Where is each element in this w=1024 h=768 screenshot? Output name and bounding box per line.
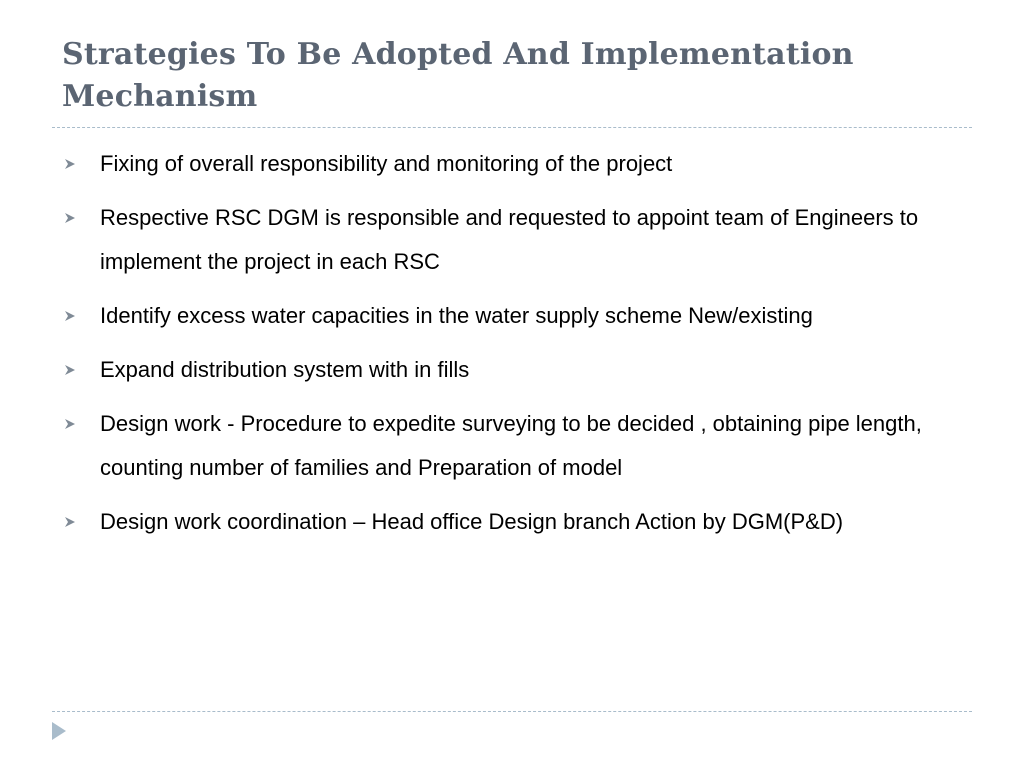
slide-title: Strategies To Be Adopted And Implementation Mechanism — [62, 37, 854, 114]
next-slide-arrow-icon[interactable] — [50, 720, 68, 742]
bullet-text: Design work coordination – Head office Design branch Action by DGM(P&D) — [100, 509, 844, 534]
arrowhead-bullet-icon — [64, 402, 78, 446]
bullet-text: Expand distribution system with in fills — [100, 357, 470, 382]
bottom-divider — [52, 711, 972, 712]
arrowhead-bullet-icon — [64, 142, 78, 186]
bullet-item — [62, 294, 972, 338]
bullet-item — [62, 500, 972, 544]
top-divider — [52, 127, 972, 128]
bullet-item — [62, 402, 972, 490]
arrowhead-bullet-icon — [64, 348, 78, 392]
arrowhead-bullet-icon — [64, 294, 78, 338]
bullet-item — [62, 348, 972, 392]
bullet-text: Identify excess water capacities in the water supply scheme New/existing — [100, 303, 813, 328]
bullet-text: Fixing of overall responsibility and monitoring of the project — [100, 151, 673, 176]
bullet-item — [62, 142, 972, 186]
bullet-text: Respective RSC DGM is responsible and requested to appoint team of Engineers to implement the project in each RSC — [100, 205, 919, 274]
bullet-list — [62, 142, 972, 554]
arrowhead-bullet-icon — [64, 196, 78, 240]
arrowhead-bullet-icon — [64, 500, 78, 544]
bullet-item — [62, 196, 972, 284]
bullet-text: Design work - Procedure to expedite surveying to be decided , obtaining pipe length, counting number of families and Preparation of model — [100, 411, 922, 480]
